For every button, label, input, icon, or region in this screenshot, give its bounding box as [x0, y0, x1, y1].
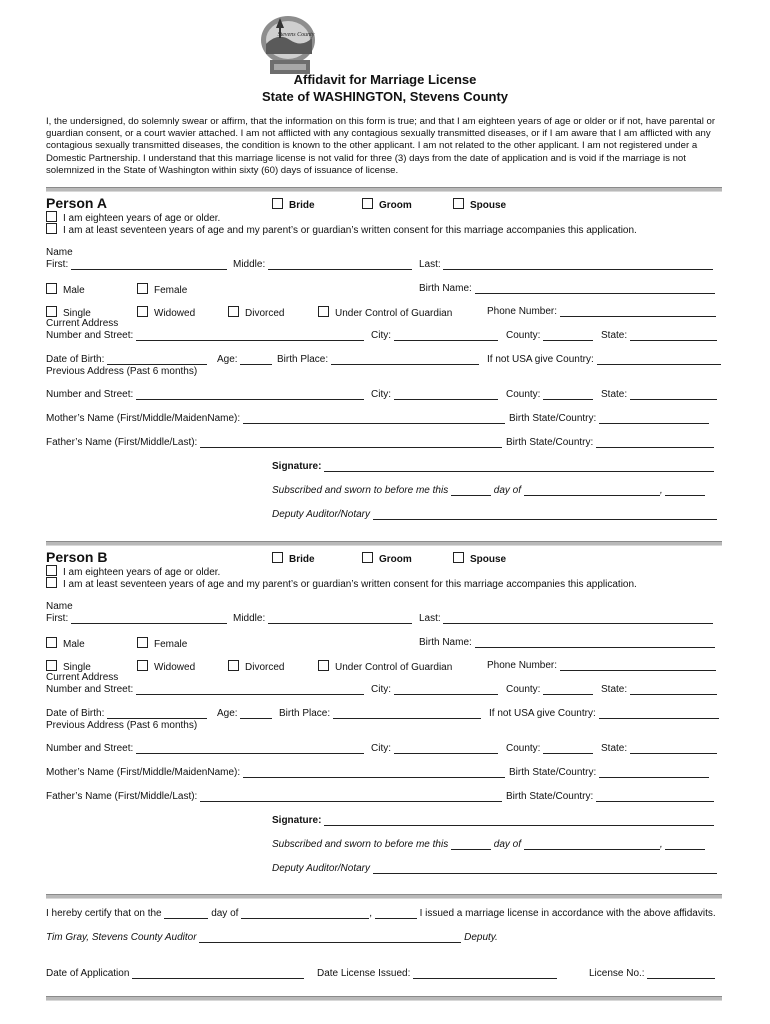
guardian-label: Under Control of Guardian — [335, 662, 453, 673]
first-name-field[interactable] — [71, 259, 227, 270]
day-of-label: day of — [493, 485, 522, 496]
prev-street-field[interactable] — [136, 389, 364, 400]
certify-label: I hereby certify that on the — [46, 908, 162, 919]
street-label: Number and Street: — [46, 330, 134, 341]
signature-field[interactable] — [324, 815, 714, 826]
age-field[interactable] — [240, 354, 272, 365]
divorced-label: Divorced — [245, 308, 285, 319]
female-label: Female — [154, 639, 188, 650]
birth-name-label: Birth Name: — [419, 283, 472, 294]
birth-place-label: Birth Place: — [277, 354, 329, 365]
spouse-checkbox[interactable] — [453, 552, 506, 565]
date-application-label: Date of Application — [46, 968, 130, 979]
divorced-checkbox[interactable] — [228, 306, 284, 319]
prev-county-label: County: — [506, 743, 541, 754]
country-field[interactable] — [597, 354, 721, 365]
prev-county-field[interactable] — [543, 389, 593, 400]
form-subtitle: State of WASHINGTON, Stevens County — [261, 89, 509, 104]
county-field[interactable] — [543, 330, 593, 341]
county-field[interactable] — [543, 684, 593, 695]
deputy-notary-field[interactable] — [373, 863, 717, 874]
age17-label: I am at least seventeen years of age and my parent’s or guardian’s written consent for this marriage accompanies this application. — [63, 579, 637, 590]
state-field[interactable] — [630, 330, 717, 341]
groom-label: Groom — [379, 200, 412, 211]
person-b-title: Person B — [46, 549, 108, 565]
last-name-field[interactable] — [443, 613, 713, 624]
phone-label: Phone Number: — [487, 660, 558, 671]
current-address-label: Current Address — [46, 672, 119, 683]
mother-label: Mother’s Name (First/Middle/MaidenName): — [46, 413, 241, 424]
birth-name-label: Birth Name: — [419, 637, 472, 648]
section-divider — [46, 996, 722, 1001]
middle-label: Middle: — [233, 613, 266, 624]
age-label: Age: — [217, 354, 238, 365]
prev-city-label: City: — [371, 743, 391, 754]
subscribed-label: Subscribed and sworn to before me this — [272, 485, 449, 496]
prev-county-label: County: — [506, 389, 541, 400]
prev-address-label: Previous Address (Past 6 months) — [46, 366, 198, 377]
first-label: First: — [46, 613, 69, 624]
middle-label: Middle: — [233, 259, 266, 270]
subscribed-label: Subscribed and sworn to before me this — [272, 839, 449, 850]
street-field[interactable] — [136, 330, 364, 341]
last-label: Last: — [419, 259, 441, 270]
female-label: Female — [154, 285, 188, 296]
city-field[interactable] — [394, 684, 498, 695]
section-divider — [46, 541, 722, 546]
father-birth-state-label: Birth State/Country: — [506, 437, 594, 448]
deputy-notary-field[interactable] — [373, 509, 717, 520]
last-name-field[interactable] — [443, 259, 713, 270]
form-title: Affidavit for Marriage License — [293, 72, 477, 87]
signature-label: Signature: — [272, 461, 322, 472]
street-field[interactable] — [136, 684, 364, 695]
dob-label: Date of Birth: — [46, 354, 105, 365]
subscribed-month-field[interactable] — [524, 485, 660, 496]
bride-label: Bride — [289, 554, 315, 565]
section-divider — [46, 187, 722, 192]
first-name-field[interactable] — [71, 613, 227, 624]
comma-label: , — [659, 839, 663, 850]
name-label: Name — [46, 601, 73, 612]
age17-checkbox[interactable] — [46, 223, 637, 236]
guardian-label: Under Control of Guardian — [335, 308, 453, 319]
prev-city-field[interactable] — [394, 389, 498, 400]
prev-state-field[interactable] — [630, 743, 717, 754]
deputy-signature-field[interactable] — [199, 932, 461, 943]
city-field[interactable] — [394, 330, 498, 341]
male-checkbox[interactable] — [46, 637, 85, 650]
phone-field[interactable] — [560, 306, 716, 317]
auditor-name: Tim Gray, Stevens County Auditor — [46, 932, 197, 943]
age18-label: I am eighteen years of age or older. — [63, 567, 221, 578]
mother-birth-state-field[interactable] — [599, 767, 709, 778]
birth-name-field[interactable] — [475, 283, 715, 294]
city-label: City: — [371, 684, 391, 695]
phone-field[interactable] — [560, 660, 716, 671]
certify-year-field[interactable] — [375, 908, 417, 919]
license-no-field[interactable] — [647, 968, 715, 979]
deputy-notary-label: Deputy Auditor/Notary — [272, 863, 371, 874]
comma-label: , — [659, 485, 663, 496]
street-label: Number and Street: — [46, 684, 134, 695]
signature-field[interactable] — [324, 461, 714, 472]
father-label: Father’s Name (First/Middle/Last): — [46, 437, 198, 448]
prev-street-label: Number and Street: — [46, 743, 134, 754]
birth-name-field[interactable] — [475, 637, 715, 648]
mother-label: Mother’s Name (First/Middle/MaidenName): — [46, 767, 241, 778]
widowed-checkbox[interactable] — [137, 660, 195, 673]
intro-paragraph: I, the undersigned, do solemnly swear or affirm, that the information on this form is true; and that I am eighteen years of age or older or if not, have parental or guardian consent, or a court wavier attached. I am not afflicted with any contagious sexually transmitted diseases, or if I am aware that I am afflicted with any contagious sexually transmitted diseases, the condition is known to the other applicant. I am not related to the other applicant. I am not registered under a Domestic Partnership. I understand that this marriage license is not valid for three (3) days from the date of application and is void if the marriage is not solemnized in the State of Washington within sixty (60) days of issuance of license. — [46, 116, 716, 176]
birth-place-field[interactable] — [331, 354, 479, 365]
prev-county-field[interactable] — [543, 743, 593, 754]
license-no-label: License No.: — [589, 968, 645, 979]
first-label: First: — [46, 259, 69, 270]
age-field[interactable] — [240, 708, 272, 719]
certify-day-field[interactable] — [164, 908, 208, 919]
subscribed-year-field[interactable] — [665, 839, 705, 850]
state-label: State: — [601, 330, 628, 341]
dob-field[interactable] — [107, 354, 207, 365]
certify-month-field[interactable] — [241, 908, 369, 919]
spouse-label: Spouse — [470, 554, 507, 565]
father-label: Father’s Name (First/Middle/Last): — [46, 791, 198, 802]
state-field[interactable] — [630, 684, 717, 695]
section-divider — [46, 894, 722, 899]
prev-street-label: Number and Street: — [46, 389, 134, 400]
date-application-field[interactable] — [132, 968, 304, 979]
mother-birth-state-field[interactable] — [599, 413, 709, 424]
certify-statement: I issued a marriage license in accordance with the above affidavits. — [419, 908, 716, 919]
female-checkbox[interactable] — [137, 283, 187, 296]
spouse-label: Spouse — [470, 200, 507, 211]
subscribed-day-field[interactable] — [451, 839, 491, 850]
name-label: Name — [46, 247, 73, 258]
widowed-label: Widowed — [154, 308, 196, 319]
county-label: County: — [506, 330, 541, 341]
certify-comma-label: , — [369, 908, 372, 919]
current-address-label: Current Address — [46, 318, 119, 329]
birth-place-field[interactable] — [333, 708, 481, 719]
spouse-checkbox[interactable] — [453, 198, 506, 211]
age17-checkbox[interactable] — [46, 577, 637, 590]
male-label: Male — [63, 639, 85, 650]
dob-label: Date of Birth: — [46, 708, 105, 719]
mother-field[interactable] — [243, 413, 505, 424]
bride-checkbox[interactable] — [272, 552, 315, 565]
country-label: If not USA give Country: — [489, 708, 596, 719]
guardian-checkbox[interactable] — [318, 660, 452, 673]
age18-label: I am eighteen years of age or older. — [63, 213, 221, 224]
groom-checkbox[interactable] — [362, 198, 412, 211]
mother-birth-state-label: Birth State/Country: — [509, 767, 597, 778]
age17-label: I am at least seventeen years of age and my parent’s or guardian’s written consent for this marriage accompanies this application. — [63, 225, 637, 236]
date-issued-field[interactable] — [413, 968, 557, 979]
prev-city-label: City: — [371, 389, 391, 400]
signature-label: Signature: — [272, 815, 322, 826]
father-birth-state-field[interactable] — [596, 437, 714, 448]
mother-field[interactable] — [243, 767, 505, 778]
father-field[interactable] — [200, 437, 502, 448]
groom-checkbox[interactable] — [362, 552, 412, 565]
age-label: Age: — [217, 708, 238, 719]
phone-label: Phone Number: — [487, 306, 558, 317]
bride-checkbox[interactable] — [272, 198, 315, 211]
father-birth-state-field[interactable] — [596, 791, 714, 802]
prev-street-field[interactable] — [136, 743, 364, 754]
widowed-checkbox[interactable] — [137, 306, 195, 319]
female-checkbox[interactable] — [137, 637, 187, 650]
date-issued-label: Date License Issued: — [317, 968, 411, 979]
middle-name-field[interactable] — [268, 613, 412, 624]
male-checkbox[interactable] — [46, 283, 85, 296]
subscribed-month-field[interactable] — [524, 839, 660, 850]
divorced-checkbox[interactable] — [228, 660, 284, 673]
prev-city-field[interactable] — [394, 743, 498, 754]
groom-label: Groom — [379, 554, 412, 565]
dob-field[interactable] — [107, 708, 207, 719]
country-label: If not USA give Country: — [487, 354, 594, 365]
country-field[interactable] — [599, 708, 719, 719]
father-birth-state-label: Birth State/Country: — [506, 791, 594, 802]
logo-text: Stevens County — [277, 32, 315, 38]
father-field[interactable] — [200, 791, 502, 802]
prev-state-field[interactable] — [630, 389, 717, 400]
male-label: Male — [63, 285, 85, 296]
certify-day-of-label: day of — [211, 908, 239, 919]
birth-place-label: Birth Place: — [279, 708, 331, 719]
city-label: City: — [371, 330, 391, 341]
deputy-notary-label: Deputy Auditor/Notary — [272, 509, 371, 520]
subscribed-day-field[interactable] — [451, 485, 491, 496]
county-label: County: — [506, 684, 541, 695]
widowed-label: Widowed — [154, 662, 196, 673]
single-label: Single — [63, 662, 91, 673]
last-label: Last: — [419, 613, 441, 624]
person-a-title: Person A — [46, 195, 107, 211]
state-label: State: — [601, 684, 628, 695]
guardian-checkbox[interactable] — [318, 306, 452, 319]
bride-label: Bride — [289, 200, 315, 211]
middle-name-field[interactable] — [268, 259, 412, 270]
mother-birth-state-label: Birth State/Country: — [509, 413, 597, 424]
divorced-label: Divorced — [245, 662, 285, 673]
subscribed-year-field[interactable] — [665, 485, 705, 496]
prev-state-label: State: — [601, 743, 628, 754]
deputy-label: Deputy. — [464, 932, 498, 943]
day-of-label: day of — [493, 839, 522, 850]
prev-address-label: Previous Address (Past 6 months) — [46, 720, 198, 731]
single-label: Single — [63, 308, 91, 319]
prev-state-label: State: — [601, 389, 628, 400]
stevens-county-seal — [258, 14, 318, 80]
